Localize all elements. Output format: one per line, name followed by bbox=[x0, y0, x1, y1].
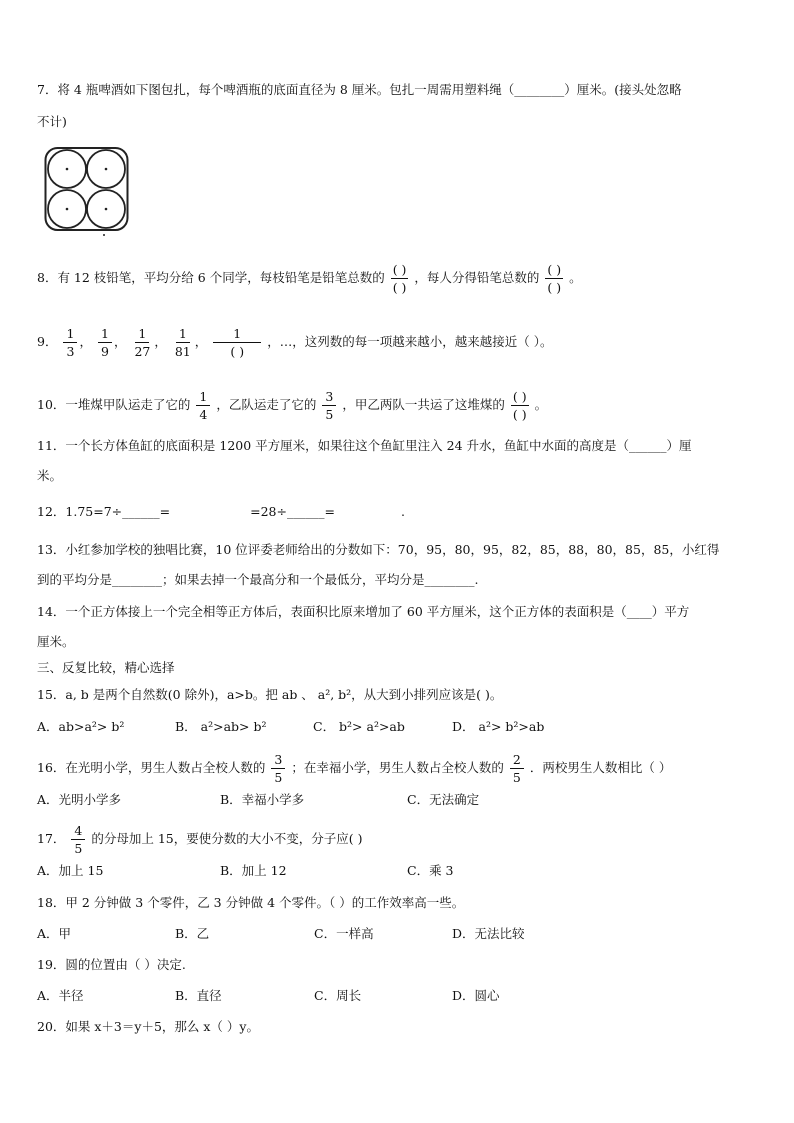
fraction-blank: $\frac{( )}{( )}$ bbox=[547, 262, 562, 295]
option-c[interactable]: C．一样高 bbox=[314, 926, 374, 941]
option-b[interactable]: B．乙 bbox=[175, 926, 210, 941]
option-c[interactable]: C．周长 bbox=[314, 988, 362, 1003]
fraction: $\frac{3}{5}$ bbox=[271, 751, 285, 786]
question-14-continued: 厘米。 bbox=[37, 634, 75, 649]
question-15: 15．a, b 是两个自然数(0 除外)，a>b。把 ab 、 a², b²，从大到小排列应该是( )。 bbox=[37, 687, 503, 702]
fraction-blank: $\frac{1}{( )}$ bbox=[213, 325, 261, 360]
fraction: $\frac{1}{9}$ bbox=[98, 325, 112, 360]
question-10: 10．一堆煤甲队运走了它的 $\frac{1}{4}$ ，乙队运走了它的 $\frac{3}{5}$ ，甲乙两队一共运了这堆煤的 $\frac{( )}{( )}$ 。 bbox=[37, 389, 548, 422]
question-8: 8．有 12 枝铅笔，平均分给 6 个同学，每枝铅笔是铅笔总数的 $\frac{( )}{( )}$ ，每人分得铅笔总数的 $\frac{( )}{( )}$ 。 bbox=[37, 262, 582, 295]
question-18: 18．甲 2 分钟做 3 个零件，乙 3 分钟做 4 个零件。（ ）的工作效率高一些。 bbox=[37, 895, 465, 910]
option-c[interactable]: C．无法确定 bbox=[407, 792, 480, 807]
question-17: 17． $\frac{4}{5}$ 的分母加上 15，要使分数的大小不变，分子应( ) bbox=[37, 823, 363, 856]
rope-outline bbox=[46, 148, 128, 230]
option-b[interactable]: B．直径 bbox=[175, 988, 222, 1003]
option-a[interactable]: A．甲 bbox=[37, 926, 72, 941]
fraction: $\frac{3}{5}$ bbox=[322, 388, 336, 423]
question-13: 13．小红参加学校的独唱比赛，10 位评委老师给出的分数如下：70，95，80，95，82，85，88，80，85，85，小红得 bbox=[37, 542, 720, 557]
option-a[interactable]: A．半径 bbox=[37, 988, 84, 1003]
bottles-diagram bbox=[44, 146, 134, 238]
question-14: 14．一个正方体接上一个完全相等正方体后，表面积比原来增加了 60 平方厘米，这个正方体的表面积是（____）平方 bbox=[37, 604, 690, 619]
option-d[interactable]: D． a²> b²>ab bbox=[452, 719, 545, 734]
question-16: 16．在光明小学，男生人数占全校人数的 $\frac{3}{5}$ ；在幸福小学，男生人数占全校人数的 $\frac{2}{5}$ ．两校男生人数相比（ ） bbox=[37, 752, 672, 785]
option-a[interactable]: A．ab>a²> b² bbox=[37, 719, 125, 734]
fraction: $\frac{1}{27}$ bbox=[134, 326, 151, 359]
option-c[interactable]: C． b²> a²>ab bbox=[313, 719, 405, 734]
fraction-blank: $\frac{( )}{( )}$ bbox=[392, 262, 407, 295]
question-11: 11．一个长方体鱼缸的底面积是 1200 平方厘米，如果往这个鱼缸里注入 24 升水，鱼缸中水面的高度是（______）厘 bbox=[37, 438, 692, 453]
fraction: $\frac{1}{81}$ bbox=[174, 326, 191, 359]
fraction: $\frac{1}{4}$ bbox=[196, 388, 210, 423]
option-d[interactable]: D．无法比较 bbox=[452, 926, 525, 941]
question-13-continued: 到的平均分是________；如果去掉一个最高分和一个最低分，平均分是________. bbox=[37, 572, 479, 587]
question-19: 19．圆的位置由（ ）决定. bbox=[37, 957, 186, 972]
question-20: 20．如果 x＋3＝y＋5，那么 x（ ）y。 bbox=[37, 1019, 259, 1034]
option-d[interactable]: D．圆心 bbox=[452, 988, 500, 1003]
option-b[interactable]: B． a²>ab> b² bbox=[175, 719, 267, 734]
option-b[interactable]: B．加上 12 bbox=[220, 863, 287, 878]
fraction: $\frac{2}{5}$ bbox=[510, 751, 524, 786]
option-a[interactable]: A．加上 15 bbox=[37, 863, 104, 878]
question-12: 12．1.75=7÷______= =28÷______= . bbox=[37, 504, 405, 519]
question-7-continued: 不计) bbox=[37, 114, 67, 129]
fraction: $\frac{4}{5}$ bbox=[71, 822, 85, 857]
question-7 bbox=[37, 81, 682, 99]
fraction: $\frac{1}{3}$ bbox=[63, 325, 77, 360]
section-heading: 三、反复比较，精心选择 bbox=[37, 660, 175, 675]
question-7-text: 7．将 4 瓶啤酒如下图包扎，每个啤酒瓶的底面直径为 8 厘米。包扎一周需用塑料绳（________）厘米。(接头处忽略 bbox=[37, 82, 682, 97]
fraction-blank: $\frac{( )}{( )}$ bbox=[512, 389, 527, 422]
option-b[interactable]: B．幸福小学多 bbox=[220, 792, 305, 807]
question-9: 9． $\frac{1}{3}$ ， $\frac{1}{9}$ ， $\frac{1}{27}$ ， $\frac{1}{81}$ ， $\frac{1}{( )}$ ，…，这列数的每一项越来越小，越来越接近（ ）。 bbox=[37, 326, 553, 359]
option-a[interactable]: A．光明小学多 bbox=[37, 792, 122, 807]
option-c[interactable]: C．乘 3 bbox=[407, 863, 454, 878]
question-11-continued: 米。 bbox=[37, 468, 63, 483]
